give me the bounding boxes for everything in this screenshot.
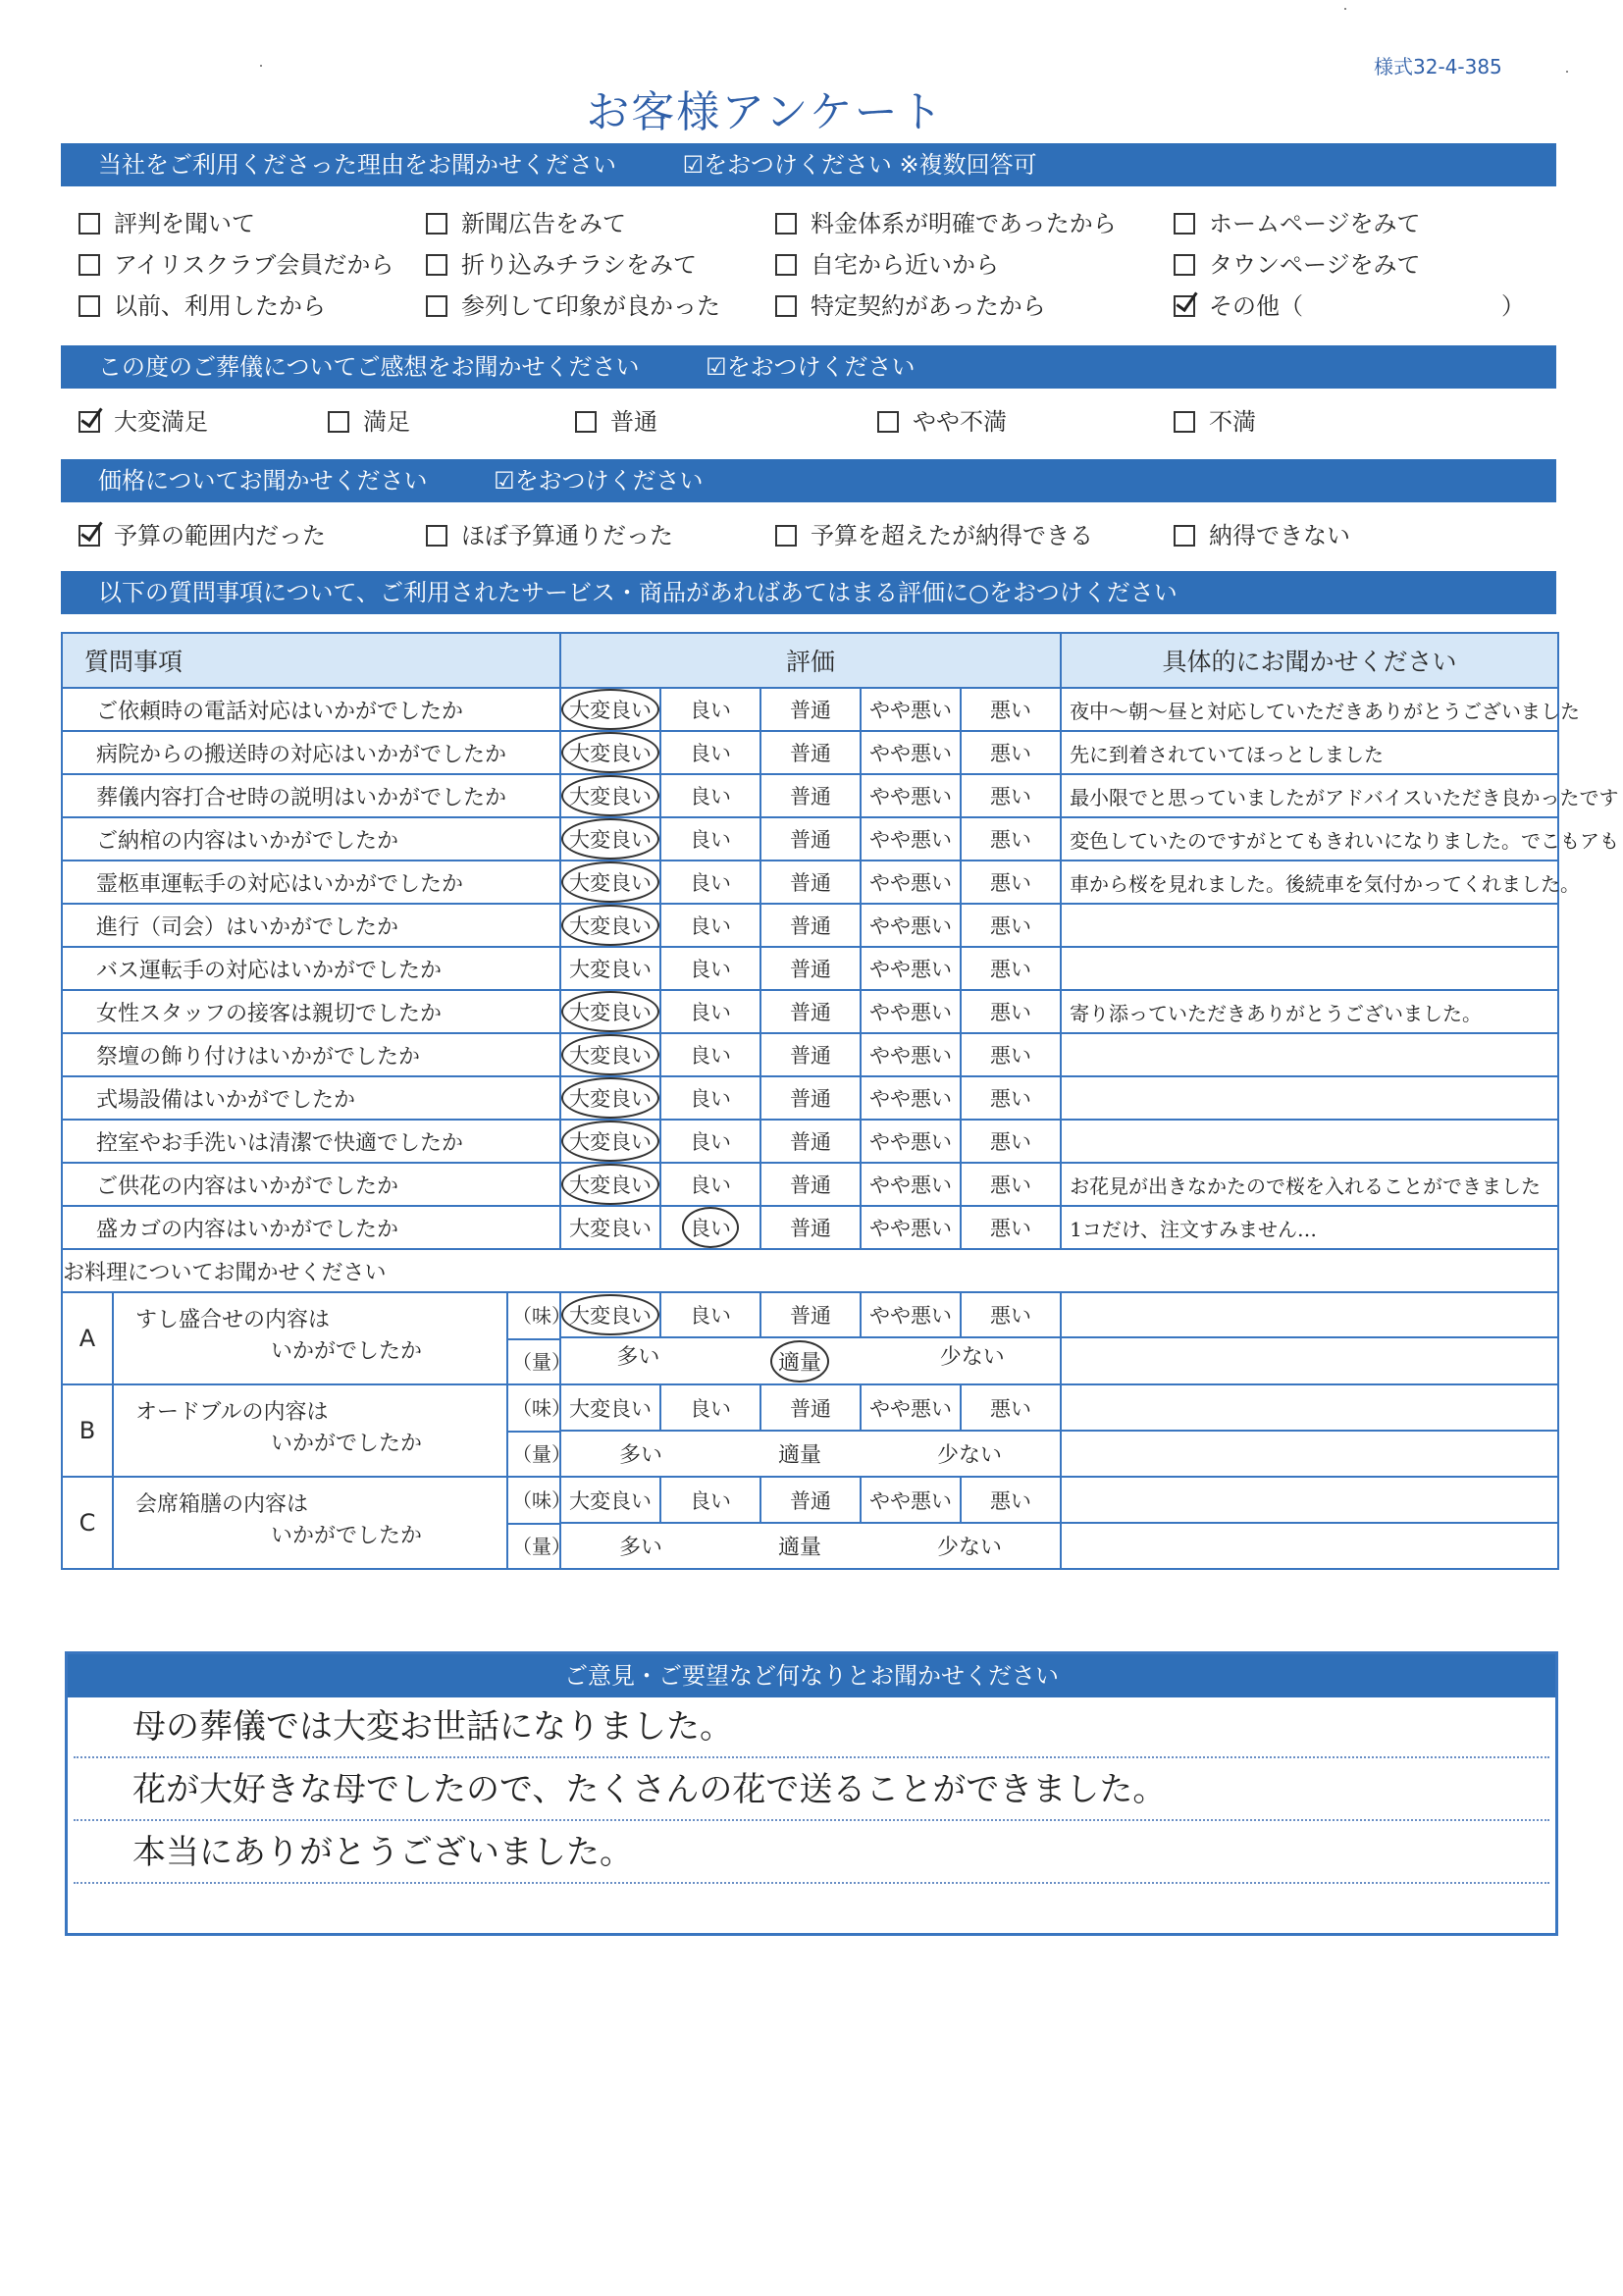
col-comment-header: 具体的にお聞かせください — [1061, 633, 1558, 688]
reason-option[interactable] — [775, 249, 999, 281]
question-comment[interactable]: 夜中～朝～昼と対応していただきありがとうございました — [1061, 688, 1558, 731]
price-option[interactable] — [1174, 520, 1350, 551]
qty-option[interactable]: 少ない — [937, 1443, 1003, 1468]
rating-option[interactable]: 大変良い — [560, 774, 660, 817]
question-row — [62, 904, 1558, 947]
reason-option[interactable] — [426, 290, 720, 322]
taste-option[interactable]: 良い — [660, 1292, 760, 1337]
opinion-header: ご意見・ご要望など何なりとお聞かせください — [68, 1654, 1555, 1697]
rating-option[interactable]: 悪い — [961, 731, 1061, 774]
checkbox[interactable] — [426, 213, 447, 235]
rating-option[interactable]: 普通 — [760, 1206, 861, 1249]
checkbox-label: 自宅から近いから — [811, 251, 999, 279]
question-text: 女性スタッフの接客は親切でしたか — [62, 990, 560, 1033]
rating-option[interactable]: 良い — [660, 731, 760, 774]
rating-option[interactable]: 普通 — [760, 861, 861, 904]
checkbox[interactable] — [426, 295, 447, 317]
rating-option[interactable]: 良い — [660, 904, 760, 947]
question-row — [62, 1206, 1558, 1249]
price-section-header — [61, 459, 1556, 502]
qty-option[interactable]: 多い — [619, 1536, 663, 1560]
opinion-line-3[interactable]: 本当にありがとうございました。 — [74, 1823, 1549, 1884]
checkbox-label: 納得できない — [1209, 522, 1350, 549]
question-row — [62, 947, 1558, 990]
reason-option[interactable] — [426, 208, 626, 239]
qty-label: （量） — [512, 1535, 571, 1558]
taste-option[interactable]: 普通 — [760, 1384, 861, 1431]
rating-option[interactable]: 悪い — [961, 1033, 1061, 1076]
food-comment[interactable] — [1061, 1292, 1558, 1337]
taste-option[interactable]: やや悪い — [861, 1384, 961, 1431]
impression-option[interactable] — [79, 406, 208, 438]
rating-option[interactable]: やや悪い — [861, 688, 961, 731]
question-text: 式場設備はいかがでしたか — [62, 1076, 560, 1120]
checkbox-label: 大変満足 — [114, 408, 208, 436]
questions-header-text: 以下の質問事項について、ご利用されたサービス・商品があればあてはまる評価に○をおつけください — [98, 579, 1178, 606]
food-comment[interactable] — [1061, 1477, 1558, 1523]
qty-option[interactable]: 適量 — [778, 1536, 822, 1560]
checkbox[interactable] — [775, 295, 797, 317]
checkbox-label: その他（ — [1209, 292, 1303, 320]
question-text: 進行（司会）はいかがでしたか — [62, 904, 560, 947]
food-taste-row — [62, 1292, 1558, 1337]
question-text: 盛カゴの内容はいかがでしたか — [62, 1206, 560, 1249]
rating-option[interactable]: やや悪い — [861, 904, 961, 947]
other-paren-close: ） — [1501, 292, 1525, 320]
rating-option[interactable]: 良い — [660, 1206, 760, 1249]
taste-option[interactable]: 大変良い — [560, 1477, 660, 1523]
checkbox-label: やや不満 — [913, 408, 1007, 436]
rating-option[interactable]: 普通 — [760, 904, 861, 947]
rating-option[interactable]: 良い — [660, 688, 760, 731]
taste-label: （味） — [508, 1293, 559, 1340]
opinion-line-4[interactable] — [74, 1886, 1549, 1945]
rating-option[interactable]: 大変良い — [560, 1033, 660, 1076]
impression-section-header — [61, 345, 1556, 389]
food-label: 会席箱膳の内容は いかがでしたか — [135, 1492, 423, 1548]
price-option[interactable] — [775, 520, 1093, 551]
food-subheader: お料理についてお聞かせください — [62, 1249, 1558, 1292]
rating-option[interactable]: 悪い — [961, 861, 1061, 904]
question-comment[interactable] — [1061, 947, 1558, 990]
qty-option[interactable]: 多い — [619, 1443, 663, 1468]
reason-option[interactable] — [775, 208, 1117, 239]
food-label-cell — [62, 1384, 571, 1477]
rating-option[interactable]: やや悪い — [861, 1163, 961, 1206]
rating-option[interactable]: 悪い — [961, 990, 1061, 1033]
impression-option[interactable] — [1174, 406, 1256, 438]
rating-option[interactable]: 良い — [660, 774, 760, 817]
question-comment[interactable]: 寄り添っていただきありがとうございました。 — [1061, 990, 1558, 1033]
food-label-cell — [62, 1292, 571, 1384]
qty-label: （量） — [512, 1442, 571, 1466]
col-question-header: 質問事項 — [62, 633, 560, 688]
rating-option[interactable]: 大変良い — [560, 1076, 660, 1120]
qty-option[interactable]: 少ない — [937, 1536, 1003, 1560]
rating-option[interactable]: 良い — [660, 861, 760, 904]
checkbox[interactable] — [79, 295, 100, 317]
rating-option[interactable]: 大変良い — [560, 731, 660, 774]
rating-option[interactable]: やや悪い — [861, 990, 961, 1033]
opinion-section — [65, 1651, 1558, 1936]
qty-options — [560, 1431, 1061, 1477]
checkbox-label: タウンページをみて — [1209, 251, 1421, 279]
checkbox[interactable] — [1174, 213, 1195, 235]
reason-option[interactable] — [775, 290, 1046, 322]
taste-option[interactable]: 良い — [660, 1384, 760, 1431]
taste-option[interactable]: 悪い — [961, 1384, 1061, 1431]
reason-option[interactable] — [1174, 290, 1303, 322]
taste-option[interactable]: 良い — [660, 1477, 760, 1523]
checkbox[interactable] — [79, 525, 100, 547]
impression-option[interactable] — [328, 406, 410, 438]
qty-label: （量） — [512, 1350, 571, 1374]
rating-option[interactable]: 大変良い — [560, 1206, 660, 1249]
checkbox[interactable] — [79, 411, 100, 433]
form-number: 様式32-4-385 — [1374, 55, 1502, 78]
food-label: オードブルの内容は いかがでしたか — [135, 1400, 423, 1456]
checkbox-label: ほぼ予算通りだった — [461, 522, 673, 549]
reason-header-text: 当社をご利用くださった理由をお聞かせください — [98, 151, 616, 179]
food-taste-row — [62, 1477, 1558, 1523]
reason-option[interactable] — [79, 249, 393, 281]
food-letter: B — [63, 1385, 114, 1476]
reason-option[interactable] — [1174, 249, 1421, 281]
page-title: お客様アンケート — [586, 87, 945, 137]
rating-option[interactable]: 良い — [660, 990, 760, 1033]
questions-section-header — [61, 571, 1556, 614]
checkbox-label: 評判を聞いて — [114, 210, 255, 237]
rating-option[interactable]: やや悪い — [861, 1120, 961, 1163]
rating-option[interactable]: やや悪い — [861, 1076, 961, 1120]
rating-option[interactable]: やや悪い — [861, 774, 961, 817]
rating-option[interactable]: 悪い — [961, 1120, 1061, 1163]
rating-option[interactable]: 悪い — [961, 947, 1061, 990]
questions-table — [61, 632, 1620, 1570]
rating-option[interactable]: 悪い — [961, 1206, 1061, 1249]
food-taste-row — [62, 1384, 1558, 1431]
taste-option[interactable]: 大変良い — [560, 1292, 660, 1337]
rating-option[interactable]: 普通 — [760, 1120, 861, 1163]
question-comment[interactable]: 車から桜を見れました。後続車を気付かってくれました。 — [1061, 861, 1558, 904]
question-row — [62, 1076, 1558, 1120]
scan-speck — [260, 65, 262, 67]
question-comment[interactable]: 最小限でと思っていましたがアドバイスいただき良かったです — [1061, 774, 1558, 817]
reason-option[interactable] — [1174, 208, 1421, 239]
question-row — [62, 1033, 1558, 1076]
rating-option[interactable]: 悪い — [961, 1076, 1061, 1120]
checkbox[interactable] — [877, 411, 899, 433]
taste-label: （味） — [508, 1478, 559, 1525]
question-comment[interactable]: 変色していたのですがとてもきれいになりました。でこもアも — [1061, 817, 1558, 861]
food-comment[interactable] — [1061, 1337, 1558, 1384]
taste-option[interactable]: 悪い — [961, 1477, 1061, 1523]
checkbox[interactable] — [775, 213, 797, 235]
qty-options — [560, 1337, 1061, 1384]
checkbox-label: 普通 — [610, 408, 657, 436]
food-letter: C — [63, 1478, 114, 1568]
opinion-line-2[interactable]: 花が大好きな母でしたので、たくさんの花で送ることができました。 — [74, 1760, 1549, 1821]
question-row — [62, 774, 1558, 817]
taste-option[interactable]: やや悪い — [861, 1477, 961, 1523]
question-row — [62, 1163, 1558, 1206]
checkbox[interactable] — [328, 411, 349, 433]
taste-option[interactable]: 悪い — [961, 1292, 1061, 1337]
rating-option[interactable]: 良い — [660, 1076, 760, 1120]
checkbox-label: 料金体系が明確であったから — [811, 210, 1117, 237]
question-row — [62, 1120, 1558, 1163]
rating-option[interactable]: やや悪い — [861, 731, 961, 774]
reason-option[interactable] — [79, 208, 255, 239]
rating-option[interactable]: 悪い — [961, 904, 1061, 947]
checkbox[interactable] — [1174, 411, 1195, 433]
rating-option[interactable]: やや悪い — [861, 861, 961, 904]
taste-option[interactable]: 普通 — [760, 1477, 861, 1523]
food-label-cell — [62, 1477, 571, 1569]
rating-option[interactable]: 良い — [660, 1163, 760, 1206]
rating-option[interactable]: 普通 — [760, 1163, 861, 1206]
checkbox[interactable] — [775, 525, 797, 547]
rating-option[interactable]: やや悪い — [861, 1206, 961, 1249]
question-comment[interactable]: 先に到着されていてほっとしました — [1061, 731, 1558, 774]
checkbox[interactable] — [426, 254, 447, 276]
rating-option[interactable]: 普通 — [760, 688, 861, 731]
price-header-note: ☑をおつけください — [494, 467, 704, 495]
rating-option[interactable]: 普通 — [760, 817, 861, 861]
question-row — [62, 990, 1558, 1033]
rating-option[interactable]: 大変良い — [560, 817, 660, 861]
opinion-line-1[interactable]: 母の葬儀では大変お世話になりました。 — [74, 1697, 1549, 1758]
rating-option[interactable]: 普通 — [760, 774, 861, 817]
checkbox-label: 特定契約があったから — [811, 292, 1046, 320]
question-comment[interactable]: 1コだけ、注文すみません… — [1061, 1206, 1558, 1249]
price-option[interactable] — [426, 520, 673, 551]
checkbox-label: 満足 — [363, 408, 410, 436]
food-subheader-row — [62, 1249, 1558, 1292]
col-rating-header: 評価 — [560, 633, 1061, 688]
qty-option[interactable]: 適量 — [778, 1443, 822, 1468]
question-text: 霊柩車運転手の対応はいかがでしたか — [62, 861, 560, 904]
rating-option[interactable]: 良い — [660, 817, 760, 861]
reason-header-note: ☑をおつけください ※複数回答可 — [682, 151, 1037, 179]
rating-option[interactable]: 大変良い — [560, 861, 660, 904]
rating-option[interactable]: 普通 — [760, 990, 861, 1033]
rating-option[interactable]: 大変良い — [560, 990, 660, 1033]
taste-option[interactable]: 大変良い — [560, 1384, 660, 1431]
question-text: ご供花の内容はいかがでしたか — [62, 1163, 560, 1206]
price-option[interactable] — [79, 520, 326, 551]
impression-option[interactable] — [877, 406, 1007, 438]
checkbox-label: 参列して印象が良かった — [461, 292, 720, 320]
taste-option[interactable]: やや悪い — [861, 1292, 961, 1337]
question-comment[interactable]: お花見が出きなかたので桜を入れることができました — [1061, 1163, 1558, 1206]
taste-label: （味） — [508, 1385, 559, 1433]
question-text: 病院からの搬送時の対応はいかがでしたか — [62, 731, 560, 774]
checkbox[interactable] — [1174, 295, 1195, 317]
food-comment[interactable] — [1061, 1431, 1558, 1477]
rating-option[interactable]: 大変良い — [560, 688, 660, 731]
checkbox[interactable] — [1174, 525, 1195, 547]
rating-option[interactable]: 普通 — [760, 1076, 861, 1120]
rating-option[interactable]: やや悪い — [861, 1033, 961, 1076]
food-comment[interactable] — [1061, 1384, 1558, 1431]
checkbox[interactable] — [79, 254, 100, 276]
taste-option[interactable]: 普通 — [760, 1292, 861, 1337]
question-comment[interactable] — [1061, 1120, 1558, 1163]
question-text: 葬儀内容打合せ時の説明はいかがでしたか — [62, 774, 560, 817]
rating-option[interactable]: 良い — [660, 1033, 760, 1076]
scan-speck — [1566, 71, 1568, 73]
impression-header-note: ☑をおつけください — [706, 353, 916, 381]
question-row — [62, 817, 1558, 861]
rating-option[interactable]: 普通 — [760, 1033, 861, 1076]
checkbox-label: 折り込みチラシをみて — [461, 251, 697, 279]
checkbox-label: 不満 — [1209, 408, 1256, 436]
reason-option[interactable] — [79, 290, 326, 322]
rating-option[interactable]: 大変良い — [560, 1120, 660, 1163]
food-comment[interactable] — [1061, 1523, 1558, 1569]
food-letter: A — [63, 1293, 114, 1383]
checkbox-label: 予算を超えたが納得できる — [811, 522, 1093, 549]
question-row — [62, 861, 1558, 904]
question-text: ご依頼時の電話対応はいかがでしたか — [62, 688, 560, 731]
question-text: ご納棺の内容はいかがでしたか — [62, 817, 560, 861]
questions-table-header — [62, 633, 1558, 688]
rating-option[interactable]: 大変良い — [560, 947, 660, 990]
rating-option[interactable]: 良い — [660, 947, 760, 990]
checkbox[interactable] — [79, 213, 100, 235]
rating-option[interactable]: 大変良い — [560, 904, 660, 947]
rating-option[interactable]: 普通 — [760, 947, 861, 990]
rating-option[interactable]: やや悪い — [861, 817, 961, 861]
reason-section-header — [61, 143, 1556, 186]
checkbox-label: 予算の範囲内だった — [114, 522, 326, 549]
checkbox[interactable] — [426, 525, 447, 547]
reason-option[interactable] — [426, 249, 697, 281]
question-comment[interactable] — [1061, 1076, 1558, 1120]
price-header-text: 価格についてお聞かせください — [98, 467, 428, 495]
rating-option[interactable]: 大変良い — [560, 1163, 660, 1206]
qty-options — [560, 1523, 1061, 1569]
rating-option[interactable]: 悪い — [961, 774, 1061, 817]
question-text: バス運転手の対応はいかがでしたか — [62, 947, 560, 990]
scan-speck — [1344, 8, 1346, 10]
checkbox-label: 新聞広告をみて — [461, 210, 626, 237]
checkbox[interactable] — [1174, 254, 1195, 276]
rating-option[interactable]: 良い — [660, 1120, 760, 1163]
food-label: すし盛合せの内容は いかがでしたか — [135, 1308, 423, 1364]
qty-option[interactable]: 少ない — [939, 1344, 1005, 1370]
checkbox[interactable] — [775, 254, 797, 276]
rating-option[interactable]: やや悪い — [861, 947, 961, 990]
question-text: 祭壇の飾り付けはいかがでしたか — [62, 1033, 560, 1076]
question-text: 控室やお手洗いは清潔で快適でしたか — [62, 1120, 560, 1163]
rating-option[interactable]: 悪い — [961, 817, 1061, 861]
qty-option[interactable]: 適量 — [770, 1340, 829, 1383]
question-row — [62, 731, 1558, 774]
checkbox[interactable] — [575, 411, 597, 433]
question-row — [62, 688, 1558, 731]
rating-option[interactable]: 悪い — [961, 688, 1061, 731]
checkbox-label: 以前、利用したから — [114, 292, 326, 320]
checkbox-label: アイリスクラブ会員だから — [114, 251, 394, 279]
impression-option[interactable] — [575, 406, 657, 438]
rating-option[interactable]: 普通 — [760, 731, 861, 774]
question-comment[interactable] — [1061, 904, 1558, 947]
impression-header-text: この度のご葬儀についてご感想をお聞かせください — [98, 353, 640, 381]
qty-option[interactable]: 多い — [616, 1344, 660, 1370]
rating-option[interactable]: 悪い — [961, 1163, 1061, 1206]
question-comment[interactable] — [1061, 1033, 1558, 1076]
checkbox-label: ホームページをみて — [1209, 210, 1421, 237]
